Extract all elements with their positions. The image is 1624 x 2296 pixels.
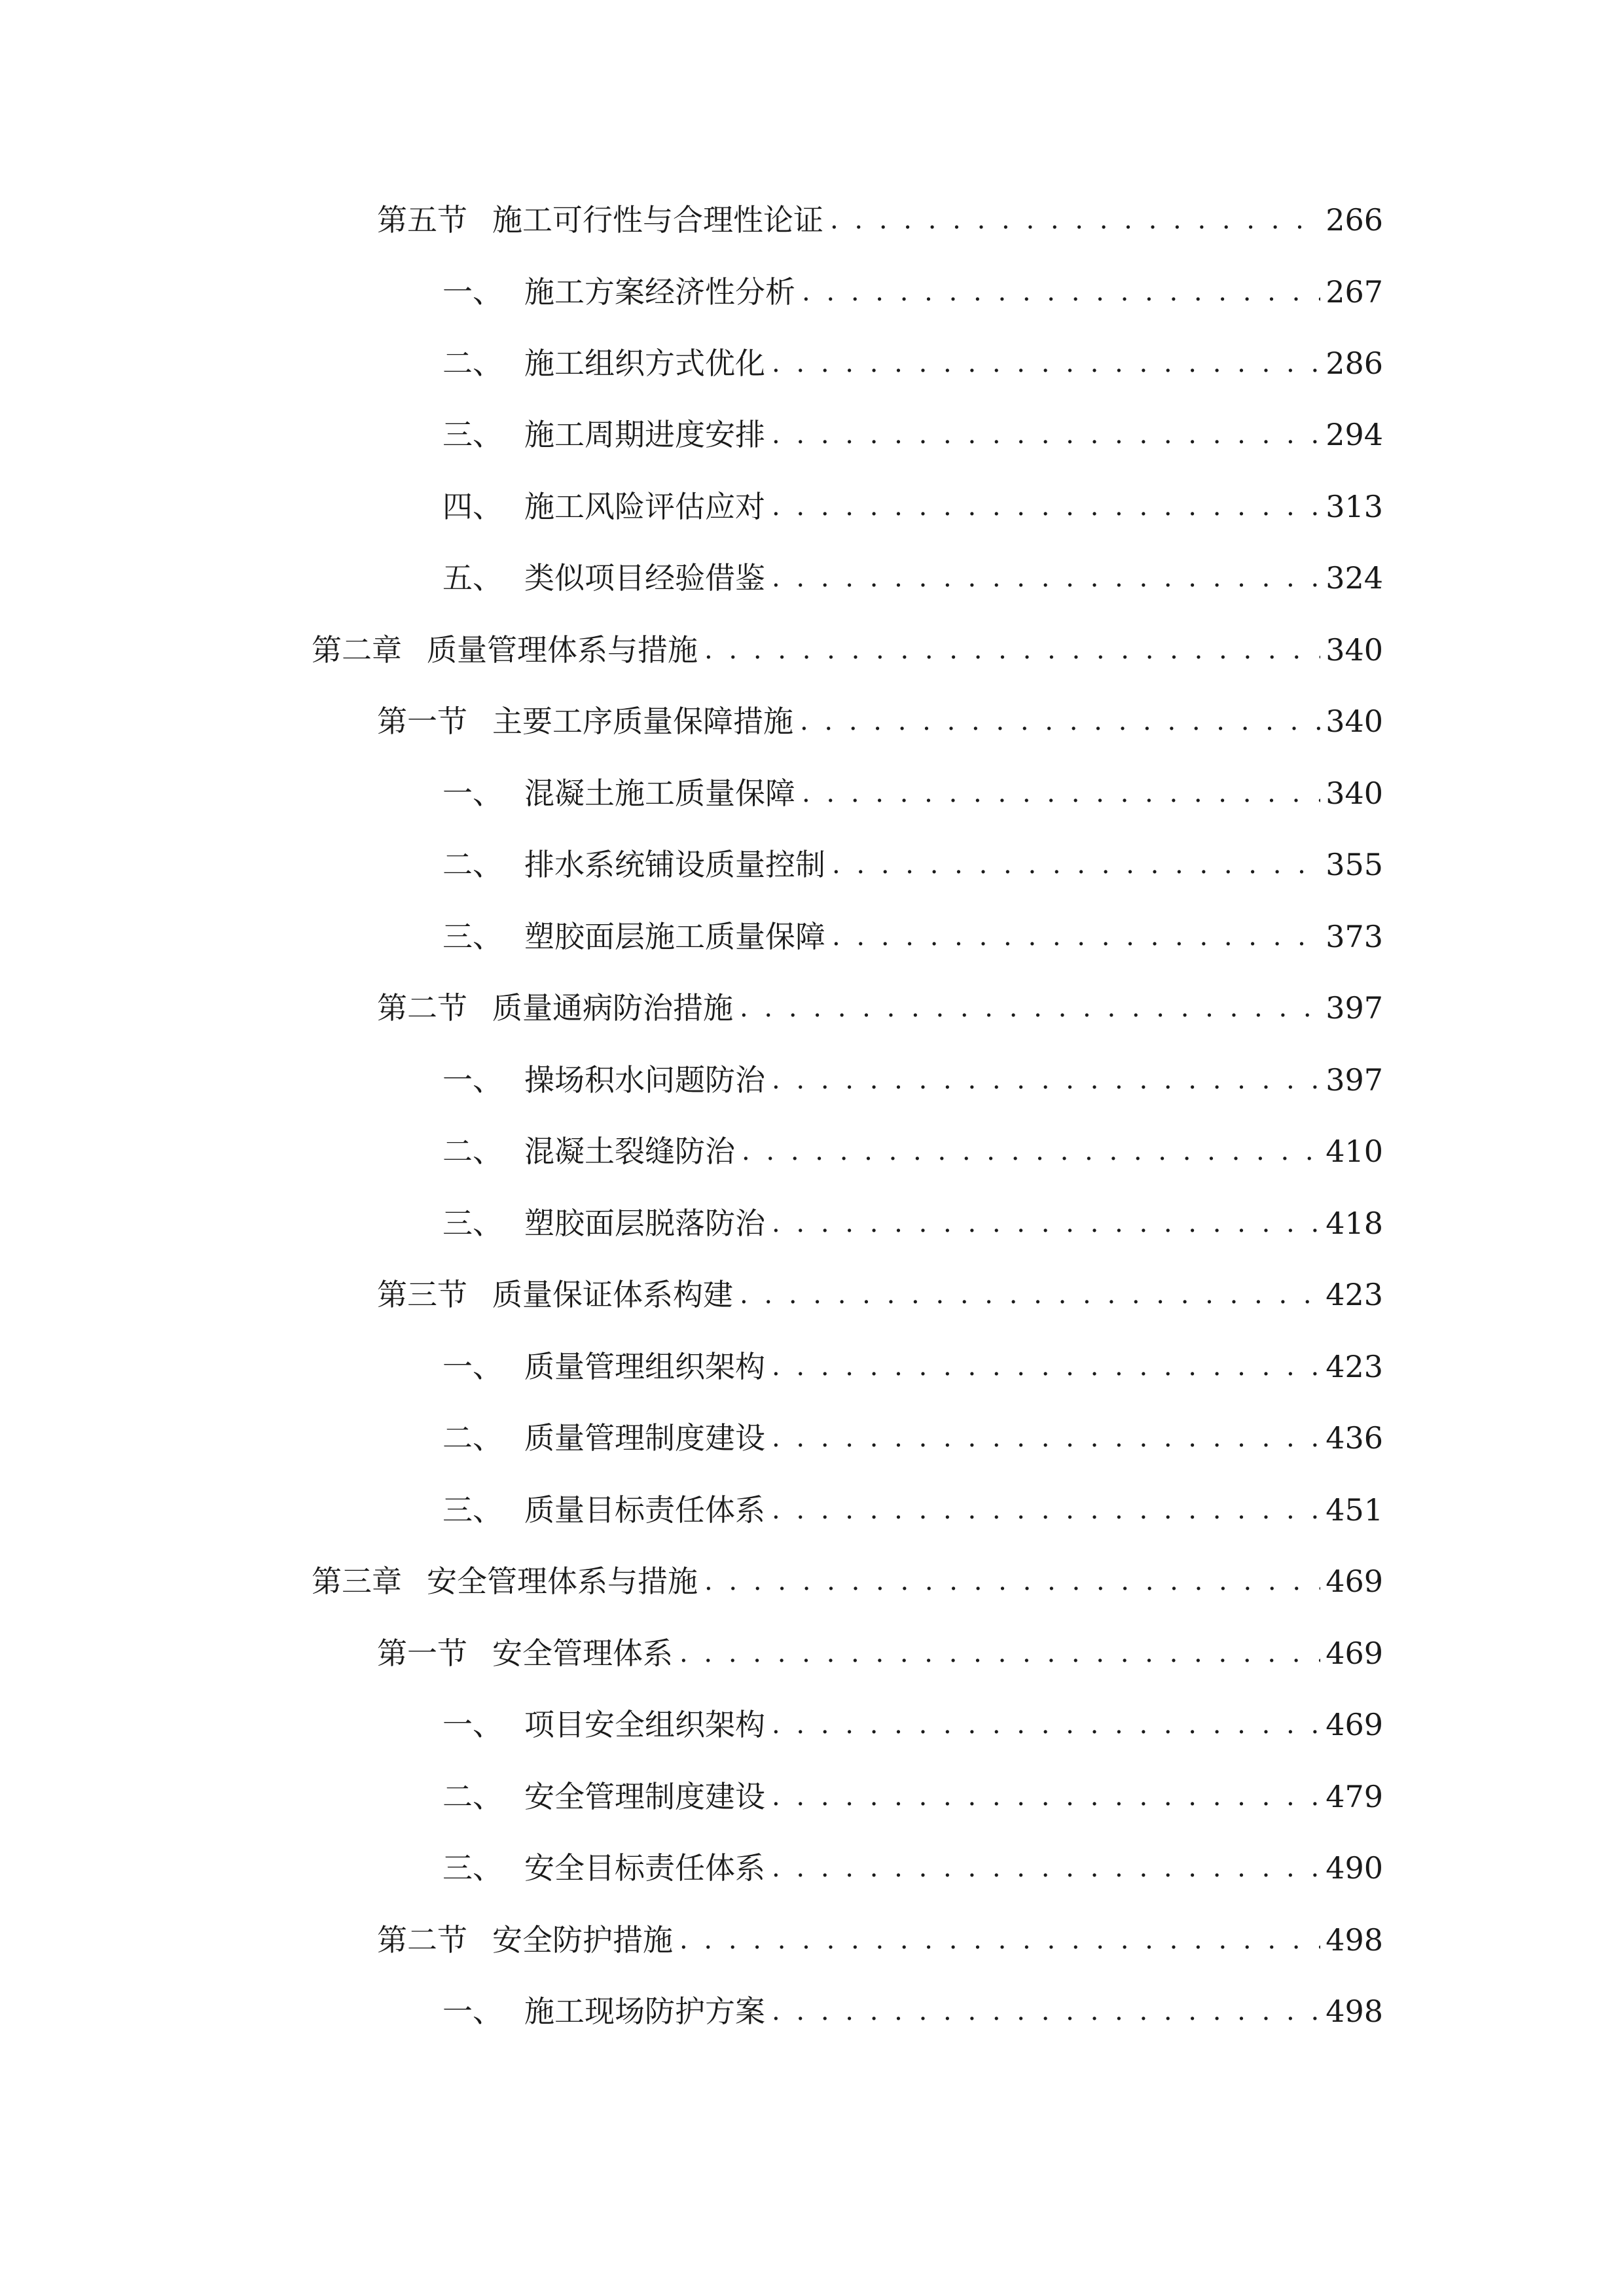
toc-entry-number: 三、 — [442, 1850, 503, 1886]
toc-entry-title: 塑胶面层施工质量保障 — [524, 919, 825, 954]
dot-leader — [827, 194, 1320, 246]
toc-entry-number: 第一节 — [377, 1636, 467, 1671]
toc-entry-item[interactable] — [442, 1054, 1383, 1106]
toc-entry-title: 类似项目经验借鉴 — [524, 560, 765, 596]
toc-entry-page: 340 — [1326, 776, 1383, 811]
dot-leader — [797, 695, 1320, 747]
toc-entry-section[interactable] — [377, 1914, 1383, 1966]
toc-entry-item[interactable] — [442, 266, 1383, 318]
toc-entry-number: 第一节 — [377, 704, 467, 739]
toc-entry-number: 二、 — [442, 1420, 503, 1456]
toc-entry-page: 498 — [1326, 1922, 1383, 1958]
toc-entry-item[interactable] — [442, 552, 1383, 604]
toc-entry-title: 安全管理体系 — [492, 1636, 673, 1671]
toc-entry-number: 第五节 — [377, 202, 467, 238]
dot-leader — [829, 838, 1320, 891]
dot-leader — [769, 337, 1320, 389]
toc-entry-page: 436 — [1326, 1420, 1383, 1456]
toc-entry-page: 469 — [1326, 1564, 1383, 1599]
dot-leader — [769, 1985, 1320, 2037]
toc-entry-page: 490 — [1326, 1850, 1383, 1886]
toc-entry-title: 项目安全组织架构 — [524, 1707, 765, 1742]
dot-leader — [769, 1484, 1320, 1536]
toc-entry-page: 418 — [1326, 1206, 1383, 1241]
toc-entry-section[interactable] — [377, 695, 1383, 747]
toc-entry-number: 一、 — [442, 1062, 503, 1098]
toc-entry-section[interactable] — [377, 982, 1383, 1034]
dot-leader — [737, 982, 1320, 1034]
toc-entry-item[interactable] — [442, 767, 1383, 819]
dot-leader — [702, 624, 1320, 676]
toc-entry-chapter[interactable] — [312, 1555, 1383, 1607]
toc-entry-title: 操场积水问题防治 — [524, 1062, 765, 1098]
toc-entry-page: 498 — [1326, 1994, 1383, 2029]
dot-leader — [799, 767, 1320, 819]
toc-entry-page: 451 — [1326, 1492, 1383, 1528]
toc-entry-page: 397 — [1326, 990, 1383, 1026]
toc-entry-number: 三、 — [442, 1206, 503, 1241]
dot-leader — [829, 910, 1320, 963]
toc-entry-item[interactable] — [442, 1698, 1383, 1751]
toc-entry-item[interactable] — [442, 838, 1383, 891]
toc-entry-number: 五、 — [442, 560, 503, 596]
toc-entry-title: 安全防护措施 — [492, 1922, 673, 1958]
toc-entry-item[interactable] — [442, 1770, 1383, 1823]
toc-entry-title: 安全目标责任体系 — [524, 1850, 765, 1886]
toc-entry-title: 施工方案经济性分析 — [524, 274, 795, 310]
toc-entry-page: 397 — [1326, 1062, 1383, 1098]
toc-entry-number: 第二章 — [312, 632, 402, 668]
toc-entry-item[interactable] — [442, 1412, 1383, 1464]
toc-entry-number: 第二节 — [377, 990, 467, 1026]
toc-entry-number: 一、 — [442, 776, 503, 811]
toc-entry-number: 第三节 — [377, 1277, 467, 1312]
toc-entry-page: 340 — [1326, 704, 1383, 739]
toc-entry-page: 286 — [1326, 346, 1383, 381]
dot-leader — [799, 266, 1320, 318]
dot-leader — [769, 480, 1320, 533]
toc-entry-item[interactable] — [442, 1484, 1383, 1536]
dot-leader — [769, 1197, 1320, 1249]
toc-entry-section[interactable] — [377, 1627, 1383, 1679]
toc-entry-title: 主要工序质量保障措施 — [492, 704, 793, 739]
dot-leader — [677, 1914, 1320, 1966]
toc-entry-number: 第三章 — [312, 1564, 402, 1599]
toc-entry-item[interactable] — [442, 1842, 1383, 1894]
toc-entry-number: 一、 — [442, 1349, 503, 1384]
toc-entry-title: 质量通病防治措施 — [492, 990, 733, 1026]
toc-entry-number: 第二节 — [377, 1922, 467, 1958]
toc-entry-section[interactable] — [377, 1268, 1383, 1321]
toc-entry-title: 塑胶面层脱落防治 — [524, 1206, 765, 1241]
toc-entry-number: 三、 — [442, 919, 503, 954]
toc-entry-title: 质量管理组织架构 — [524, 1349, 765, 1384]
toc-entry-number: 一、 — [442, 1994, 503, 2029]
toc-entry-page: 355 — [1326, 847, 1383, 882]
toc-entry-page: 313 — [1326, 489, 1383, 524]
toc-entry-title: 施工周期进度安排 — [524, 417, 765, 452]
toc-entry-page: 267 — [1326, 274, 1383, 310]
toc-entry-page: 479 — [1326, 1779, 1383, 1814]
toc-entry-number: 三、 — [442, 1492, 503, 1528]
toc-entry-title: 施工风险评估应对 — [524, 489, 765, 524]
toc-entry-page: 469 — [1326, 1636, 1383, 1671]
toc-entry-title: 施工组织方式优化 — [524, 346, 765, 381]
toc-entry-title: 施工现场防护方案 — [524, 1994, 765, 2029]
dot-leader — [769, 1054, 1320, 1106]
dot-leader — [769, 1770, 1320, 1823]
dot-leader — [769, 552, 1320, 604]
toc-entry-page: 373 — [1326, 919, 1383, 954]
toc-entry-number: 二、 — [442, 1134, 503, 1169]
toc-entry-title: 质量管理体系与措施 — [427, 632, 698, 668]
toc-entry-item[interactable] — [442, 408, 1383, 461]
toc-entry-number: 一、 — [442, 1707, 503, 1742]
dot-leader — [737, 1268, 1320, 1321]
dot-leader — [702, 1555, 1320, 1607]
toc-entry-item[interactable] — [442, 1197, 1383, 1249]
toc-entry-title: 混凝土施工质量保障 — [524, 776, 795, 811]
toc-entry-page: 266 — [1326, 202, 1383, 238]
toc-entry-title: 质量管理制度建设 — [524, 1420, 765, 1456]
dot-leader — [739, 1125, 1320, 1177]
toc-entry-title: 安全管理体系与措施 — [427, 1564, 698, 1599]
dot-leader — [769, 1412, 1320, 1464]
toc-entry-item[interactable] — [442, 337, 1383, 389]
toc-entry-section[interactable] — [377, 194, 1383, 246]
toc-entry-page: 423 — [1326, 1277, 1383, 1312]
toc-entry-number: 一、 — [442, 274, 503, 310]
toc-entry-page: 469 — [1326, 1707, 1383, 1742]
toc-entry-number: 三、 — [442, 417, 503, 452]
toc-entry-number: 二、 — [442, 847, 503, 882]
toc-entry-title: 质量目标责任体系 — [524, 1492, 765, 1528]
toc-entry-page: 410 — [1326, 1134, 1383, 1169]
dot-leader — [769, 1340, 1320, 1393]
toc-entry-item[interactable] — [442, 1985, 1383, 2037]
dot-leader — [769, 1842, 1320, 1894]
toc-entry-page: 324 — [1326, 560, 1383, 596]
toc-entry-title: 排水系统铺设质量控制 — [524, 847, 825, 882]
toc-entry-page: 294 — [1326, 417, 1383, 452]
toc-entry-title: 安全管理制度建设 — [524, 1779, 765, 1814]
toc-entry-number: 二、 — [442, 346, 503, 381]
toc-entry-number: 二、 — [442, 1779, 503, 1814]
toc-entry-item[interactable] — [442, 1125, 1383, 1177]
toc-entry-item[interactable] — [442, 1340, 1383, 1393]
dot-leader — [769, 1698, 1320, 1751]
toc-entry-title: 质量保证体系构建 — [492, 1277, 733, 1312]
toc-entry-title: 施工可行性与合理性论证 — [492, 202, 823, 238]
toc-entry-page: 340 — [1326, 632, 1383, 668]
toc-entry-page: 423 — [1326, 1349, 1383, 1384]
toc-entry-number: 四、 — [442, 489, 503, 524]
toc-entry-chapter[interactable] — [312, 624, 1383, 676]
toc-entry-item[interactable] — [442, 910, 1383, 963]
dot-leader — [769, 408, 1320, 461]
dot-leader — [677, 1627, 1320, 1679]
toc-entry-title: 混凝土裂缝防治 — [524, 1134, 735, 1169]
toc-entry-item[interactable] — [442, 480, 1383, 533]
